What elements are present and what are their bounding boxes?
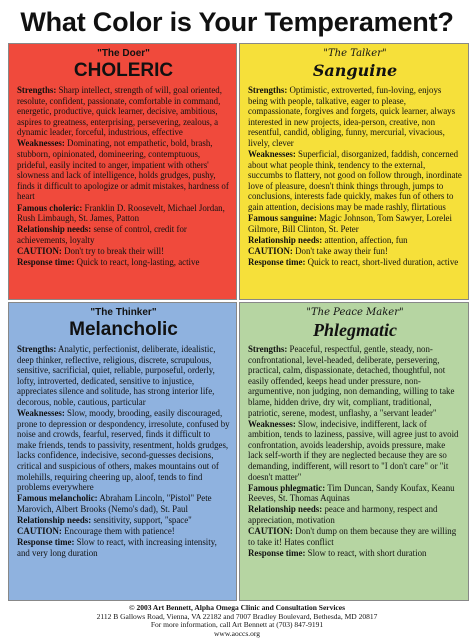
sanguine-needs [248,235,462,246]
response-label: Response time: [248,257,306,267]
famous-label: Famous phlegmatic: [248,482,326,493]
phlegmatic-title: Phlegmatic [313,320,397,340]
melancholic-needs-text: sensitivity, support, "space" [93,515,192,525]
phlegmatic-needs [248,504,462,525]
temperament-grid [8,43,469,601]
choleric-needs-text: sense of control, credit for achievements, loyalty [17,224,187,245]
strengths-label: Strengths: [248,85,288,95]
address-line: 2112 B Gallows Road, Vienna, VA 22182 and 7007 Bradley Boulevard, Bethesda, MD 20817 [96,611,378,621]
website-link[interactable]: www.aoccs.org [213,628,261,638]
melancholic-response-text: Slow to react, with increasing intensity, and very long duration [17,537,217,558]
page-title: What Color is Your Temperament? [20,7,454,37]
phlegmatic-weaknesses [248,419,462,483]
needs-label: Relationship needs: [17,224,92,235]
famous-label: Famous sanguine: [248,213,317,224]
famous-label: Famous choleric: [17,202,83,213]
choleric-famous [17,203,230,224]
melancholic-needs [17,515,230,526]
sanguine-quadrant [239,43,469,300]
sanguine-nickname: "The Talker" [323,48,387,59]
choleric-response-text: Quick to react, long-lasting, active [76,257,200,267]
sanguine-strengths-text: Optimistic, extroverted, fun-loving, enjoys being with people, talkative, eager to please, compassionate, forgives and forgets, quick learner, always interested in new projects, idea-person, creative, non resentful, candid, obliging, funny, mercurial, vivacious, lively, clever [248,85,456,148]
phlegmatic-caution-text: Don't dump on them because they are willing to take it! Hates conflict [248,526,457,547]
sanguine-weaknesses-text: Superficial, disorganized, faddish, concerned about what people think, tendency to the external, succumbs to flattery, not good on follow through, inordinate love of pleasure, doesn't think things through, jumps to conclusions, interests fade quickly, makes fun of others to gain attention, decisions may be made rashly, flirtatious [248,149,462,213]
sanguine-needs-text: attention, affection, fun [324,234,408,245]
phlegmatic-response-text: Slow to react, with short duration [307,547,427,558]
melancholic-strengths-text: Analytic, perfectionist, deliberate, idealistic, deep thinker, reflective, religious, discrete, scrupulous, sensitive, sacrificial, quiet, reliable, purposeful, orderly, lofty, introverted, dedicated, sensitive to injustice, appreciates silence and solitude, has strong interior life, decorous, noble, cautious, particular [17,344,216,407]
sanguine-strengths [248,85,462,149]
sanguine-title: Sanguine [312,61,398,80]
choleric-nickname: "The Doer" [97,48,150,59]
famous-label: Famous melancholic: [17,493,98,504]
copyright-line: © 2003 Art Bennett, Alpha Omega Clinic and Consultation Services [128,603,346,612]
melancholic-famous-text: Abraham Lincoln, "Pistol" Pete Marovich, Albert Brooks (Nemo's dad), St. Paul [17,493,212,514]
caution-label: CAUTION: [17,526,62,537]
caution-label: CAUTION: [248,245,293,256]
melancholic-caution-text: Encourage them with patience! [64,526,175,537]
choleric-caution [17,246,230,257]
phlegmatic-famous-text: Tim Duncan, Sandy Koufax, Keanu Reeves, St. Thomas Aquinas [248,482,455,504]
phlegmatic-strengths [248,344,462,418]
melancholic-weaknesses [17,408,230,493]
melancholic-caution [17,526,230,537]
response-label: Response time: [248,547,306,558]
phlegmatic-response [248,548,462,559]
melancholic-quadrant [8,302,237,601]
needs-label: Relationship needs: [248,234,323,245]
strengths-label: Strengths: [17,344,57,354]
choleric-strengths [17,85,230,138]
melancholic-famous [17,493,230,514]
sanguine-famous [248,213,462,234]
choleric-quadrant [8,43,237,300]
sanguine-caution-text: Don't take away their fun! [295,245,388,256]
melancholic-weaknesses-text: Slow, moody, brooding, easily discouraged, prone to depression or despondency, irresolute, confused by noise and crowds, fearful, reserved, finds it difficult to make friends, tends to passivity, resentment, holds grudges, lacks confidence, indecisive, second-guesses decisions, critical and suspicious of others, makes mountains out of molehills, requiring cheering up, aloof, tends to find problems everywhere [17,408,230,493]
weaknesses-label: Weaknesses: [248,418,296,429]
choleric-famous-text: Franklin D. Roosevelt, Michael Jordan, Rush Limbaugh, St. James, Patton [17,202,225,224]
weaknesses-label: Weaknesses: [17,408,65,419]
choleric-needs [17,224,230,245]
phlegmatic-weaknesses-text: Slow, indecisive, indifferent, lack of ambition, tends to laziness, passive, will agree just to avoid confrontation, avoids leadership, avoids pressure, make lack self-worth if they are neglected because they are so demanding, indifferent, will resort to "I don't care" or "it doesn't matter" [248,418,459,482]
phlegmatic-caution [248,526,462,547]
sanguine-response-text: Quick to react, short-lived duration, active [307,257,459,267]
sanguine-response [248,257,462,268]
melancholic-nickname: "The Thinker" [90,307,157,318]
sanguine-caution [248,246,462,257]
needs-label: Relationship needs: [248,504,323,515]
choleric-weaknesses-text: Dominating, not empathetic, bold, brash, stubborn, opinionated, domineering, contemptuous, prideful, easily incited to anger, impatient with others' slowness and lack of intelligence, holds grudges, pushy, finds it difficult to apologize or admit mistakes, hardness of heart [17,138,229,202]
strengths-label: Strengths: [17,85,57,95]
choleric-response [17,257,230,268]
choleric-strengths-text: Sharp intellect, strength of will, goal oriented, resolute, confident, passionate, comfortable in command, energetic, productive, quick learner, decisive, ambitious, aspires to greatness, enterprising, persevering, zealous, a dynamic leader, forceful, industrious, effective [17,85,222,138]
weaknesses-label: Weaknesses: [248,149,296,160]
sanguine-weaknesses [248,149,462,213]
choleric-weaknesses [17,138,230,202]
response-label: Response time: [17,537,75,548]
choleric-title: CHOLERIC [73,60,174,81]
phlegmatic-strengths-text: Peaceful, respectful, gentle, steady, non-confrontational, level-headed, deliberate, persevering, practical, calm, dispassionate, detached, thoughtful, not easily offended, keeps head under pressure, non-argumentive, non judging, non demanding, willing to take blame, hidden drive, dry wit, compliant, traditional, patriotic, serene, modest, unflashy, a "servant leader" [248,344,455,418]
caution-label: CAUTION: [248,526,293,537]
response-label: Response time: [17,257,75,267]
footer [0,604,474,638]
needs-label: Relationship needs: [17,515,92,525]
phlegmatic-nickname: "The Peace Maker" [306,307,404,318]
melancholic-strengths [17,344,230,408]
strengths-label: Strengths: [248,344,288,354]
phlegmatic-quadrant [239,302,469,601]
melancholic-title: Melancholic [69,319,178,340]
weaknesses-label: Weaknesses: [17,138,65,149]
caution-label: CAUTION: [17,245,62,256]
melancholic-response [17,537,230,558]
contact-line: For more information, call Art Bennett at (703) 847-9191 [150,620,324,630]
phlegmatic-famous [248,483,462,504]
sanguine-famous-text: Magic Johnson, Tom Sawyer, Lorelei Gilmore, Bill Clinton, St. Peter [248,213,452,234]
choleric-caution-text: Don't try to break their will! [64,245,165,256]
phlegmatic-needs-text: peace and harmony, respect and appreciation, motivation [248,504,438,525]
